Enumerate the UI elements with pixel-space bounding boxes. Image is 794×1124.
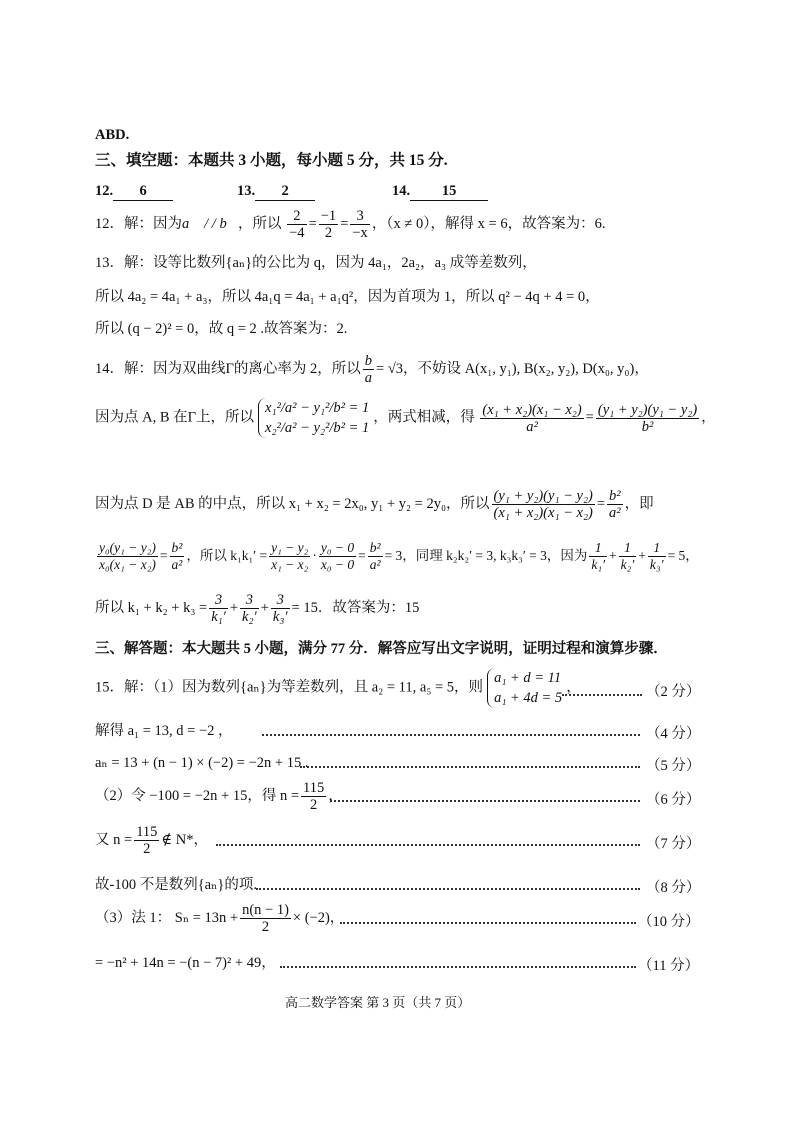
q15-l3-leader — [300, 766, 640, 768]
q15-l8-score: （11 分） — [638, 958, 700, 974]
q14-l5-frac-3: $\frac{3}{\text{k₃′}}$ — [272, 592, 288, 626]
q15-line-2: 解得 a₁ = 13, d = −2 ， — [95, 723, 233, 739]
q15-line-6: 故-100 不是数列{aₙ}的项. — [95, 877, 257, 893]
q14-line-1 — [95, 353, 649, 386]
q15-system — [487, 668, 562, 708]
q15-l7-text: （3）法 1： Sₙ = 13n + — [95, 910, 239, 926]
section-fill-blank-title: 三、填空题：本题共 3 小题，每小题 5 分，共 15 分. — [95, 152, 448, 169]
q15-l5-leader — [216, 844, 640, 846]
q15-line-4: （2）令 −100 = −2n + 15，得 n = $\frac{115}{2}$ ， — [95, 780, 343, 814]
q12-frac-1: $\frac{2}{-4}$ — [289, 208, 305, 242]
q14-l1-b: = √3，不妨设 A(x₁, y₁), B(x₂, y₂), D(x₀, y₀)， — [376, 361, 649, 377]
q14-system — [258, 398, 369, 438]
q15-line-1: 15．解：（1）因为数列{aₙ}为等差数列，且 a₂ = 11, a₅ = 5，则 a₁ + d = 11 a₁ + 4d = 5 ， — [95, 670, 581, 706]
q14-l5-frac-1: $\frac{3}{\text{k₁′}}$ — [211, 592, 226, 626]
q15-line-5 — [95, 824, 208, 857]
q15-l4-frac: $\frac{115}{2}$ — [303, 780, 325, 814]
q15-line-3: aₙ = 13 + (n − 1) × (−2) = −2n + 15 . — [95, 755, 309, 771]
q14-l4-frac-8: $\frac{1}{\text{k₃′}}$ — [649, 540, 664, 573]
q15-l3-score: （5 分） — [646, 758, 701, 774]
q14-l4-frac-6: $\frac{1}{\text{k₁′}}$ — [591, 540, 606, 573]
q15-l2-score: （4 分） — [646, 726, 701, 742]
q14-l4-frac-7: $\frac{1}{\text{k₂′}}$ — [620, 540, 635, 573]
q13-line-3: 所以 (q − 2)² = 0，故 q = 2 .故答案为：2. — [95, 321, 348, 337]
q14-l2-eq: = — [585, 409, 594, 426]
q12-prefix: 12．解：因为 — [95, 216, 182, 232]
q15-l6-score: （8 分） — [646, 880, 701, 896]
q14-l2-frac-1: $\frac{\text{(x₁ + x₂)(x₁ − x₂)}}{\text{a²}}$ — [482, 401, 582, 435]
blank-13 — [237, 182, 315, 201]
q14-l4-frac-1: $\frac{\text{y₀(y₁ − y₂)}}{\text{x₀(x₁ − x₂)}}$ — [99, 540, 156, 573]
q14-l1-a: 14．解：因为双曲线Γ的离心率为 2，所以 — [95, 361, 361, 377]
q15-l7-tail: × (−2)， — [292, 910, 345, 926]
q14-line-3 — [95, 488, 654, 521]
blank-13-answer: 2 — [255, 182, 315, 201]
q14-line-4: $\frac{\text{y₀(y₁ − y₂)}}{\text{x₀(x₁ − x₂)}}$ = $\frac{\text{b²}}{\text{a²}}$ ，所以 k₁k₁′ = $\frac{\text{y₁ − y₂}}{\text{x₁ − x₂}}$ · $\frac{\text{y₀ − 0}}{\text{x₀ − 0}}$ = $\frac{\text{b²}}{\text{a²}}$ = 3，同理 k₂k₂′ = 3, k₃k₃′ = 3，因为 $\frac{1}{\text{k₁′}}$ + $\frac{1}{\text{k₂′}}$ + $\frac{1}{\text{k₃′}}$ = 5， — [99, 540, 699, 573]
q15-l1-text: 15．解：（1）因为数列{aₙ}为等差数列，且 a₂ = 11, a₅ = 5，则 — [95, 679, 484, 696]
q15-l7-score: （10 分） — [638, 914, 700, 930]
q13-line-2: 所以 4a₂ = 4a₁ + a₃，所以 4a₁q = 4a₁ + a₁q²，因为首项为 1，所以 q² − 4q + 4 = 0， — [95, 289, 600, 305]
q14-line-5: 所以 k₁ + k₂ + k₃ = $\frac{3}{\text{k₁′}}$ + $\frac{3}{\text{k₂′}}$ + $\frac{3}{\text{k₃′}}$ = 15．故答案为：15 — [95, 592, 420, 626]
q15-l4-text: （2）令 −100 = −2n + 15，得 n = — [95, 788, 300, 804]
q14-l2-end: ， — [701, 409, 716, 426]
q14-l4-frac-4: $\frac{\text{y₀ − 0}}{\text{x₀ − 0}}$ — [320, 540, 355, 573]
q12-mid: ，所以 — [238, 216, 282, 232]
q14-l5-a: 所以 k₁ + k₂ + k₃ = — [95, 600, 208, 616]
blank-12-label: 12. — [95, 183, 114, 199]
q14-l4-end: = 5， — [667, 548, 699, 563]
q15-l5-tail: ∉ N*， — [161, 832, 208, 848]
blank-14-label: 14. — [392, 183, 411, 199]
q12-vector: a⃗ / / b⃗ — [182, 216, 238, 232]
top-answer: ABD. — [95, 127, 130, 143]
q14-l3-frac-1: $\frac{\text{(y₁ + y₂)(y₁ − y₂)}}{\text{(x₁ + x₂)(x₁ − x₂)}}$ — [493, 488, 593, 522]
blank-14-answer: 15 — [410, 182, 488, 201]
blank-12-answer: 6 — [113, 182, 173, 201]
q14-l4-frac-3: $\frac{\text{y₁ − y₂}}{\text{x₁ − x₂}}$ — [271, 540, 309, 573]
q14-l4-frac-5: $\frac{\text{b²}}{\text{a²}}$ — [369, 540, 381, 573]
q14-l3-a: 因为点 D 是 AB 的中点，所以 x₁ + x₂ = 2x₀, y₁ + y₂ = 2y₀，所以 — [95, 496, 490, 512]
q15-l7-frac: $\frac{n(n - 1)}{2}$ — [242, 902, 289, 936]
q15-system-row-1: a₁ + d = 11 — [494, 670, 562, 686]
q15-l6-leader — [256, 888, 640, 890]
q15-l5-text: 又 n = — [95, 832, 133, 848]
q14-l3-eq: = — [596, 496, 606, 512]
q14-l5-frac-2: $\frac{3}{\text{k₂′}}$ — [242, 592, 257, 626]
q14-l5-end: = 15．故答案为：15 — [291, 600, 420, 616]
q14-l4-tail: = 3，同理 k₂k₂′ = 3, k₃k₃′ = 3，因为 — [384, 548, 588, 563]
q15-l8-leader — [280, 966, 636, 968]
q14-l2-frac-2: $\frac{\text{(y₁ + y₂)(y₁ − y₂)}}{\text{b²}}$ — [597, 401, 698, 435]
q12-frac-2: $\frac{-1}{2}$ — [320, 208, 337, 242]
q14-l2-a: 因为点 A, B 在Γ上，所以 — [95, 409, 255, 426]
q14-l4-frac-2: $\frac{\text{b²}}{\text{a²}}$ — [171, 540, 183, 573]
q12-condition: ，（x ≠ 0），解得 x = 6，故答案为：6. — [371, 216, 606, 232]
q15-line-8: = −n² + 14n = −(n − 7)² + 49， — [95, 955, 276, 971]
q15-l7-leader — [340, 922, 636, 924]
q14-l2-b: ，两式相减，得 — [373, 409, 475, 426]
q15-line-7 — [95, 902, 344, 935]
q14-l3-end: ，即 — [624, 496, 654, 512]
q15-l5-frac: $\frac{115}{2}$ — [136, 824, 158, 858]
q15-l4-score: （6 分） — [646, 792, 701, 808]
q15-l5-score: （7 分） — [646, 836, 701, 852]
q15-l4-leader — [330, 800, 640, 802]
q14-line-2 — [95, 398, 716, 438]
blank-12 — [95, 182, 173, 201]
q15-l2-leader — [262, 734, 640, 736]
blank-13-label: 13. — [237, 183, 256, 199]
q15-l1-score: （2 分） — [646, 684, 701, 700]
q15-l1-leader — [562, 694, 642, 696]
q15-system-row-2: a₁ + 4d = 5 — [494, 690, 563, 706]
q14-l1-frac: $\frac{b}{a}$ — [364, 353, 373, 387]
q12-frac-3: $\frac{3}{-x}$ — [352, 208, 368, 242]
page-footer: 高二数学答案 第 3 页（共 7 页） — [285, 995, 471, 1010]
q12-solution: 12．解：因为a⃗ / / b⃗，所以 $\frac{2}{-4}$ = $\frac{-1}{2}$ = $\frac{3}{-x}$ ，（x ≠ 0），解得 x = 6，故答案为：6. — [95, 208, 606, 242]
q14-system-row-2: x₂²/a² − y₂²/b² = 1 — [265, 420, 370, 436]
q14-system-row-1: x₁²/a² − y₁²/b² = 1 — [265, 400, 370, 416]
blank-14 — [392, 182, 488, 201]
q14-l3-frac-2: $\frac{\text{b²}}{\text{a²}}$ — [609, 488, 621, 522]
section-solutions-title: 三、解答题：本大题共 5 小题，满分 77 分．解答应写出文字说明，证明过程和演算步骤． — [95, 641, 668, 657]
q14-l4-mid: ，所以 k₁k₁′ = — [186, 548, 268, 563]
q13-line-1: 13．解：设等比数列{aₙ}的公比为 q，因为 4a₁，2a₂，a₃ 成等差数列， — [95, 255, 537, 271]
